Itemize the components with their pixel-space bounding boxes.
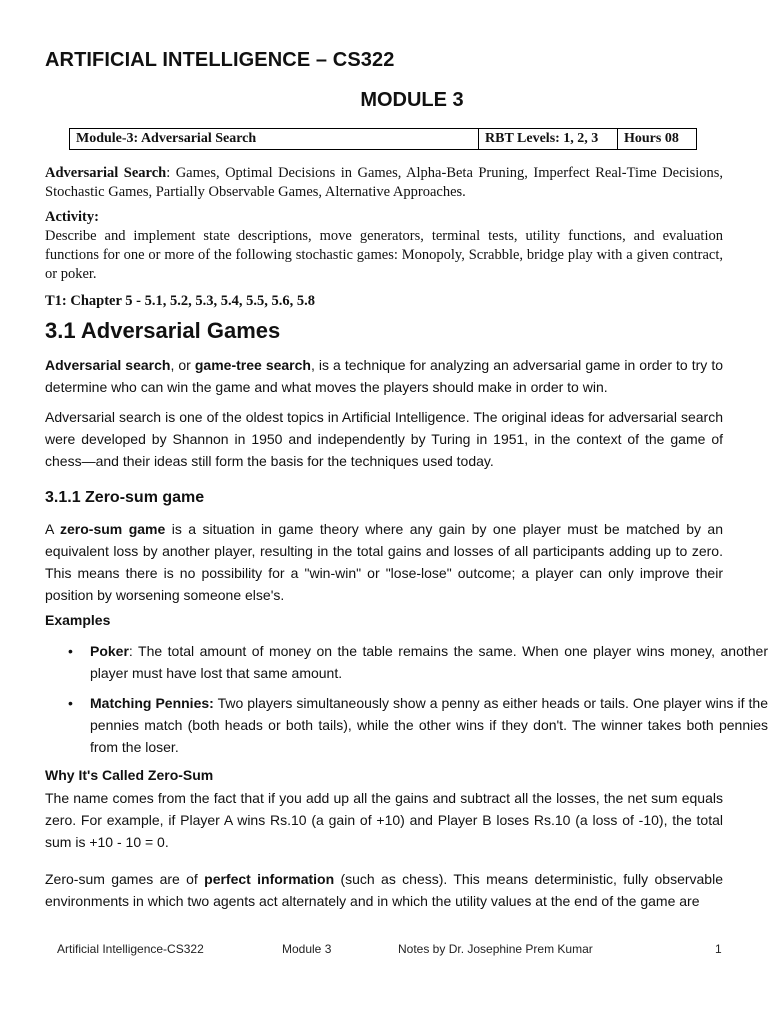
textbook-reference: T1: Chapter 5 - 5.1, 5.2, 5.3, 5.4, 5.5, 5.6, 5.8: [45, 293, 315, 309]
zero-sum-definition: [45, 518, 723, 606]
section-paragraph-2: Adversarial search is one of the oldest topics in Artificial Intelligence. The original ideas for adversarial search were developed by Shannon in 1950 and independently by Turing in 1951, in the context of the game of chess—and their ideas still form the basis for the techniques used today.: [45, 409, 723, 469]
examples-list: [45, 640, 768, 766]
paragraph-text: is a situation in game theory where any gain by one player must be matched by an equivalent loss by another player, resulting in the total gains and losses of all participants adding up to zero. This means there is no possibility for a "win-win" or "lose-lose" outcome; a player can only improve their position by worsening someone else's.: [45, 521, 723, 603]
activity-text: Describe and implement state descriptions, move generators, terminal tests, utility functions, and evaluation functions for one or more of the following stochastic games: Monopoly, Scrabble, bridge play with a given contract, or poker.: [45, 228, 723, 282]
description-text: : Games, Optimal Decisions in Games, Alpha-Beta Pruning, Imperfect Real-Time Decisions, Stochastic Games, Partially Observable Games, Alternative Approaches.: [45, 165, 724, 200]
list-item: [90, 692, 768, 758]
why-zero-sum-label: Why It's Called Zero-Sum: [45, 767, 214, 783]
module-cell: Module-3: Adversarial Search: [70, 129, 479, 150]
list-item: [90, 640, 768, 684]
perfect-information-paragraph: [45, 868, 723, 912]
paragraph-text: , or: [170, 357, 195, 373]
paragraph-text: A: [45, 521, 61, 537]
activity-block: [45, 208, 723, 284]
module-description: [45, 164, 723, 202]
example-term: Poker: [90, 643, 129, 659]
paragraph-text: (such as chess). This means deterministic, fully observable environments in which two agents act alternately and in which the utility values at the end of the game are: [45, 871, 723, 909]
hours-cell: Hours 08: [618, 129, 697, 150]
table-row: [70, 129, 697, 150]
examples-label: Examples: [45, 612, 111, 628]
module-title: MODULE 3: [360, 89, 464, 111]
rbt-levels-cell: RBT Levels: 1, 2, 3: [479, 129, 618, 150]
term-game-tree-search: game-tree search: [194, 357, 311, 373]
example-text: : The total amount of money on the table remains the same. When one player wins money, another player must have lost that same amount.: [90, 643, 768, 681]
why-zero-sum-text: The name comes from the fact that if you add up all the gains and subtract all the losses, the net sum equals zero. For example, if Player A wins Rs.10 (a gain of +10) and Player B loses Rs.10 (a loss of -10), the total sum is +10 - 10 = 0.: [45, 790, 723, 850]
term-zero-sum-game: zero-sum game: [60, 521, 166, 537]
example-term: Matching Pennies:: [90, 695, 214, 711]
footer-module: Module 3: [282, 942, 332, 956]
paragraph-text: , is a technique for analyzing an adversarial game in order to try to determine who can win the game and what moves the players should make in order to win.: [45, 357, 724, 395]
footer-author: Notes by Dr. Josephine Prem Kumar: [398, 942, 593, 956]
subsection-heading: 3.1.1 Zero-sum game: [45, 489, 205, 506]
activity-label: Activity:: [45, 209, 99, 225]
syllabus-table: [69, 128, 697, 150]
course-title: ARTIFICIAL INTELLIGENCE – CS322: [45, 49, 395, 71]
example-text: Two players simultaneously show a penny as either heads or tails. One player wins if the pennies match (both heads or both tails), while the other wins if they don't. The winner takes both pennies from the loser.: [90, 695, 768, 755]
page-number: 1: [715, 942, 722, 956]
section-paragraph-1: [45, 354, 723, 398]
term-perfect-information: perfect information: [204, 871, 335, 887]
description-label: Adversarial Search: [45, 165, 167, 181]
footer-course: Artificial Intelligence-CS322: [57, 942, 204, 956]
section-heading: 3.1 Adversarial Games: [45, 318, 281, 343]
term-adversarial-search: Adversarial search: [45, 357, 171, 373]
paragraph-text: Zero-sum games are of: [45, 871, 205, 887]
